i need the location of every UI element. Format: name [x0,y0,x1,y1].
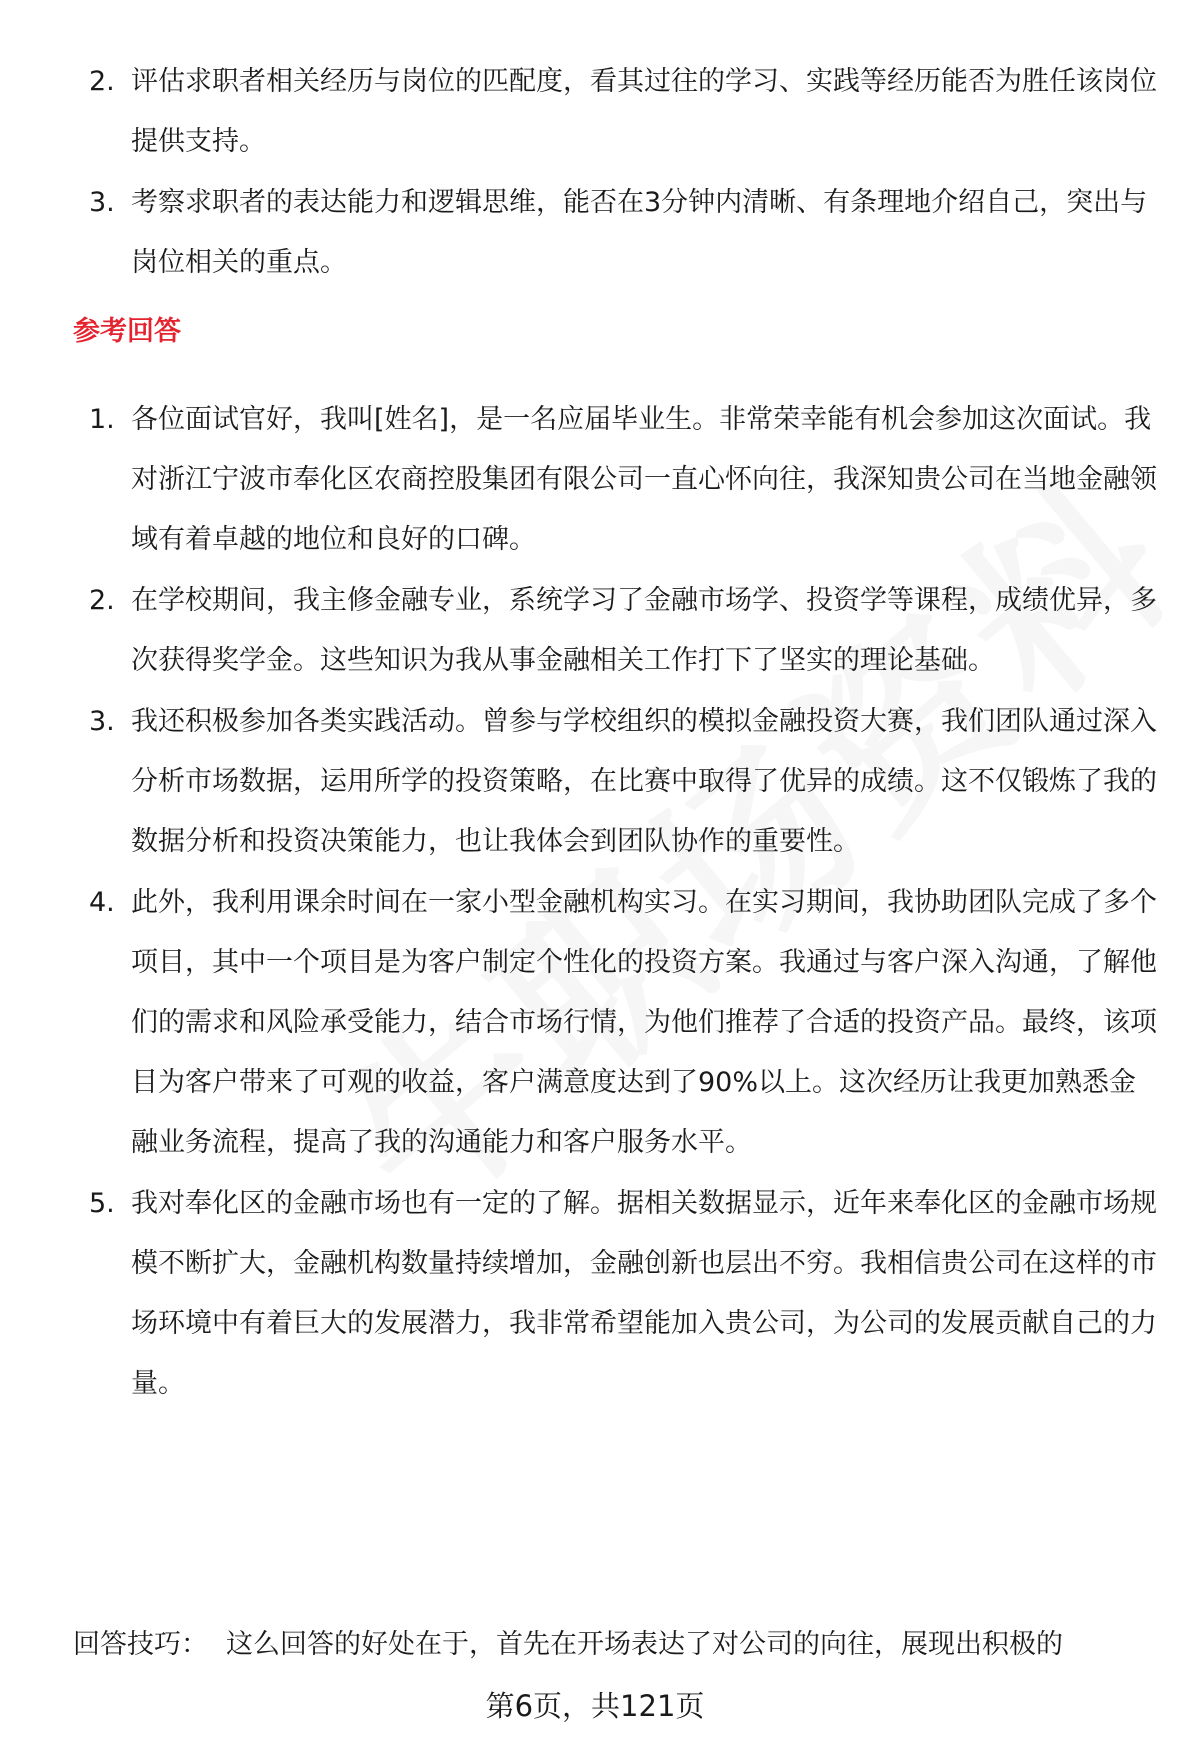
list-item-text: 此外，我利用课余时间在一家小型金融机构实习。在实习期间，我协助团队完成了多个项目，其中一个项目是为客户制定个性化的投资方案。我通过与客户深入沟通，了解他们的需求和风险承受能力，结合市场行情，为他们推荐了合适的投资产品。最终，该项目为客户带来了可观的收益，客户满意度达到了90%以上。这次经历让我更加熟悉金融业务流程，提高了我的沟通能力和客户服务水平。 [131,887,1157,1158]
list-item [78,571,1158,691]
list-item [78,1174,1158,1414]
list-item-number: 1. [89,404,115,435]
evaluation-points-list [78,52,1158,294]
answer-tips [73,1625,1063,1665]
list-item-text: 我还积极参加各类实践活动。曾参与学校组织的模拟金融投资大赛，我们团队通过深入分析市场数据，运用所学的投资策略，在比赛中取得了优异的成绩。这不仅锻炼了我的数据分析和投资决策能力，也让我体会到团队协作的重要性。 [131,706,1157,857]
list-item-text: 各位面试官好，我叫[姓名]，是一名应届毕业生。非常荣幸能有机会参加这次面试。我对浙江宁波市奉化区农商控股集团有限公司一直心怀向往，我深知贵公司在当地金融领域有着卓越的地位和良好的口碑。 [131,404,1157,555]
list-item-number: 3. [89,706,115,737]
page-number-footer: 第6页，共121页 [485,1689,705,1723]
list-item [78,173,1158,293]
list-item [78,52,1158,172]
list-item-text: 评估求职者相关经历与岗位的匹配度，看其过往的学习、实践等经历能否为胜任该岗位提供支持。 [131,66,1157,157]
list-item-number: 4. [89,887,115,918]
reference-answer-list [78,390,1158,1415]
answer-tips-label: 回答技巧： [73,1629,208,1660]
list-item-text: 考察求职者的表达能力和逻辑思维，能否在3分钟内清晰、有条理地介绍自己，突出与岗位相关的重点。 [131,187,1148,278]
list-item [78,873,1158,1173]
list-item [78,390,1158,570]
list-item-number: 2. [89,66,115,97]
list-item-number: 3. [89,187,115,218]
list-item [78,692,1158,872]
section-heading-reference-answer: 参考回答 [73,316,181,347]
list-item-text: 我对奉化区的金融市场也有一定的了解。据相关数据显示，近年来奉化区的金融市场规模不断扩大，金融机构数量持续增加，金融创新也层出不穷。我相信贵公司在这样的市场环境中有着巨大的发展潜力，我非常希望能加入贵公司，为公司的发展贡献自己的力量。 [131,1188,1157,1399]
answer-tips-text: 这么回答的好处在于，首先在开场表达了对公司的向往，展现出积极的 [226,1629,1063,1660]
list-item-number: 2. [89,585,115,616]
list-item-text: 在学校期间，我主修金融专业，系统学习了金融市场学、投资学等课程，成绩优异，多次获得奖学金。这些知识为我从事金融相关工作打下了坚实的理论基础。 [131,585,1157,676]
list-item-number: 5. [89,1188,115,1219]
